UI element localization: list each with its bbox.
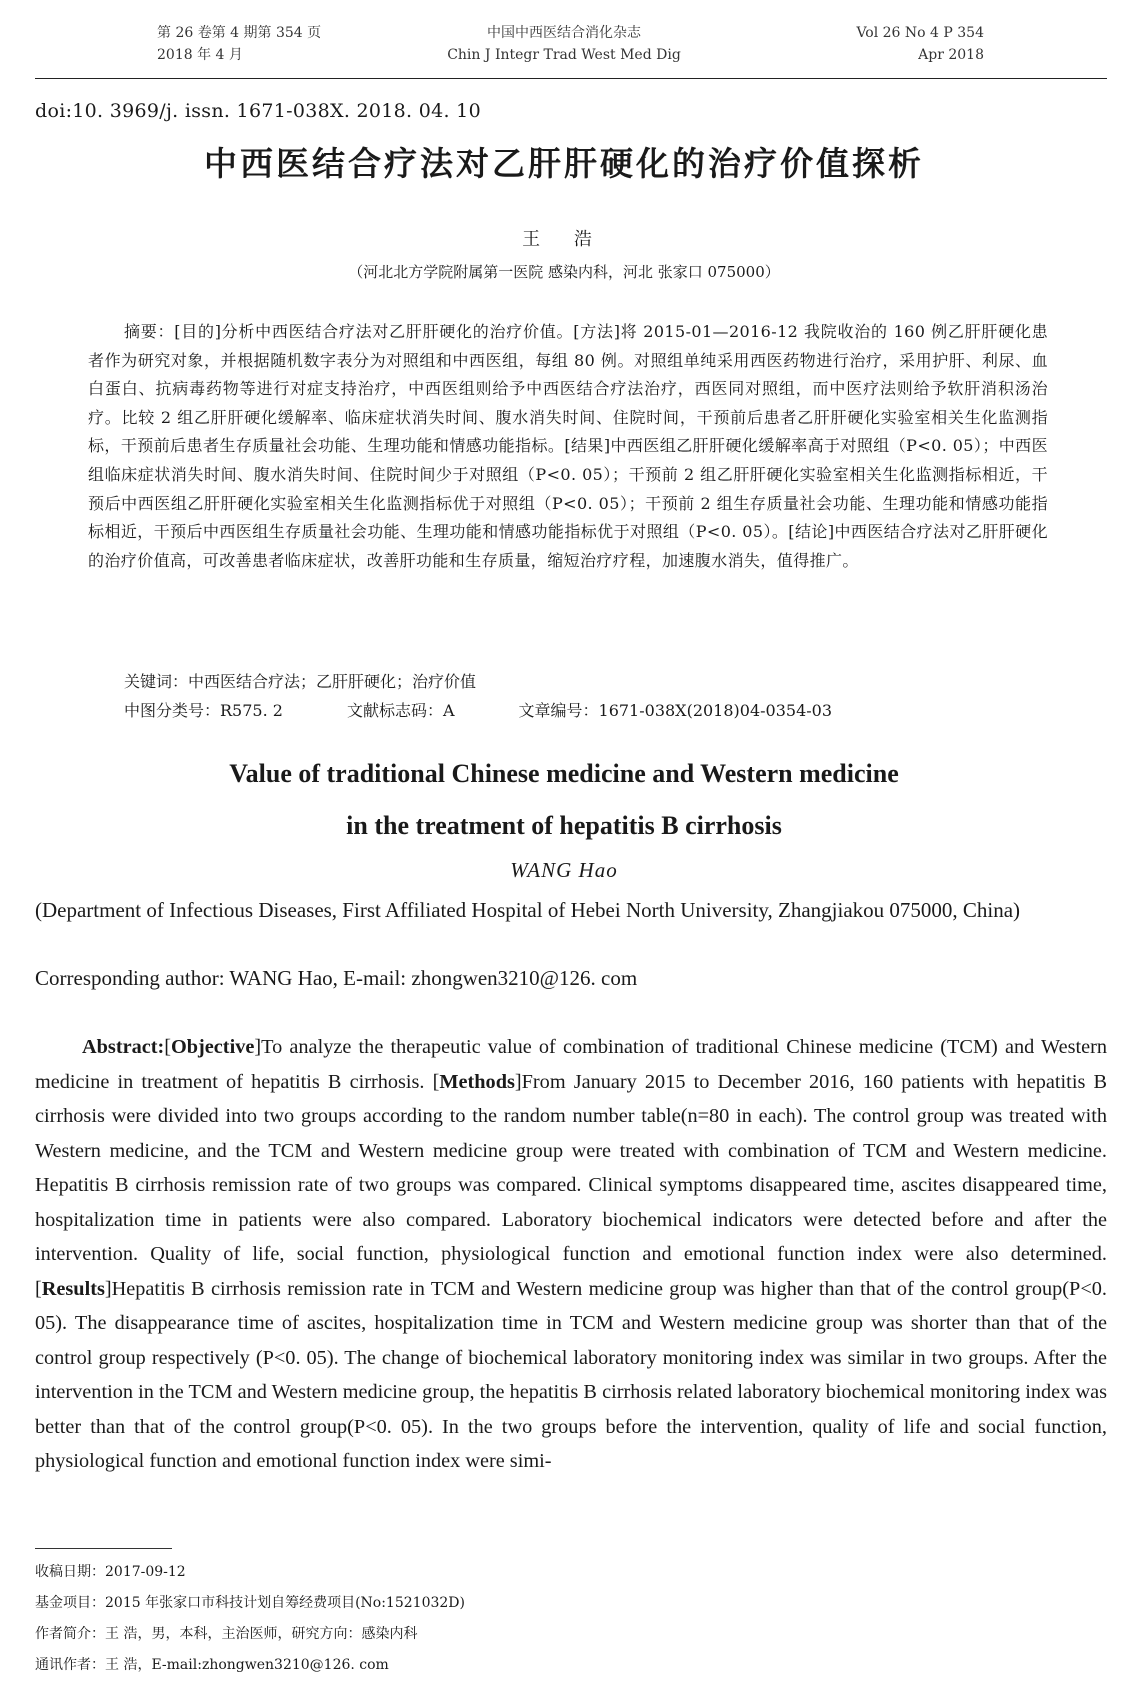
running-header-right [856,22,984,66]
classification-line [124,699,832,723]
affiliation-cn: （河北北方学院附属第一医院 感染内科，河北 张家口 075000） [348,263,780,281]
header-date-en: Apr 2018 [918,47,984,63]
article-title-cn: 中西医结合疗法对乙肝肝硬化的治疗价值探析 [204,144,924,183]
methods-label: Methods [439,1070,515,1093]
results-label: Results [41,1277,105,1300]
abstract-label: Abstract: [82,1036,165,1058]
author-cn: 王 浩 [522,229,606,250]
keywords-cn: 关键词：中西医结合疗法；乙肝肝硬化；治疗价值 [124,672,477,691]
clc-number: 中图分类号：R575. 2 [124,701,283,720]
doi: doi:10. 3969/j. issn. 1671-038X. 2018. 04. 10 [35,100,481,122]
objective-label: Objective [171,1036,255,1058]
article-number: 文章编号：1671-038X(2018)04-0354-03 [518,701,833,720]
footnote-author-bio: 作者简介：王 浩，男，本科，主治医师，研究方向：感染内科 [35,1626,418,1642]
footnote-contact: 通讯作者：王 浩，E-mail:zhongwen3210@126. com [35,1657,389,1673]
footnote-fund: 基金项目：2015 年张家口市科技计划自筹经费项目(No:1521032D) [35,1595,465,1611]
title-en-line-1: Value of traditional Chinese medicine and Western medicine [229,759,899,788]
abstract-en: Abstract:[Objective]To analyze the therapeutic value of combination of traditional Chinese medicine (TCM) and Western medicine in treatment of hepatitis B cirrhosis. [Methods]From January 2015 to December 2016, 160 patients with hepatitis B cirrhosis were divided into two groups according to the random number table(n=80 in each). The control group was treated with Western medicine, and the TCM and Western medicine group were treated with combination of TCM and Western medicine. Hepatitis B cirrhosis remission rate of two groups was compared. Clinical symptoms disappeared time, ascites disappeared time, hospitalization time in patients were also compared. Laboratory biochemical indicators were detected before and after the intervention. Quality of life, social function, physiological function and emotional function index were also determined. [Results]Hepatitis B cirrhosis remission rate in TCM and Western medicine group was higher than that of the control group(P<0. 05). The disappearance time of ascites, hospitalization time in TCM and Western medicine group was shorter than that of the control group respectively (P<0. 05). The change of biochemical laboratory monitoring index was similar in two groups. After the intervention in the TCM and Western medicine group, the hepatitis B cirrhosis related laboratory biochemical monitoring index was better than that of the control group(P<0. 05). In the two groups before the intervention, quality of life and social function, physiological function and emotional function index were simi- [35,1036,1107,1472]
header-date-cn: 2018 年 4 月 [157,47,243,63]
abstract-cn: 摘要：[目的]分析中西医结合疗法对乙肝肝硬化的治疗价值。[方法]将 2015-01—2016-12 我院收治的 160 例乙肝肝硬化患者作为研究对象，并根据随机数字表分为对照组和中西医组，每组 80 例。对照组单纯采用西医药物进行治疗，采用护肝、利尿、血白蛋白、抗病毒药物等进行对症支持治疗，中西医组则给予中西医结合疗法治疗，西医同对照组，而中医疗法则给予软肝消积汤治疗。比较 2 组乙肝肝硬化缓解率、临床症状消失时间、腹水消失时间、住院时间，干预前后患者乙肝肝硬化实验室相关生化监测指标，干预前后患者生存质量社会功能、生理功能和情感功能指标。[结果]中西医组乙肝肝硬化缓解率高于对照组（P<0. 05）；中西医组临床症状消失时间、腹水消失时间、住院时间少于对照组（P<0. 05）；干预前 2 组乙肝肝硬化实验室相关生化监测指标相近，干预后中西医组乙肝肝硬化实验室相关生化监测指标优于对照组（P<0. 05）；干预前 2 组生存质量社会功能、生理功能和情感功能指标相近，干预后中西医组生存质量社会功能、生理功能和情感功能指标优于对照组（P<0. 05）。[结论]中西医结合疗法对乙肝肝硬化的治疗价值高，可改善患者临床症状，改善肝功能和生存质量，缩短治疗疗程，加速腹水消失，值得推广。 [88,322,1048,570]
header-volume-cn: 第 26 卷第 4 期第 354 页 [157,25,322,41]
header-journal-cn: 中国中西医结合消化杂志 [487,25,641,41]
footnote-received: 收稿日期：2017-09-12 [35,1564,186,1580]
objective-text: To analyze the therapeutic value of combination of traditional Chinese medicine (TCM) and Western medicine in treatment of hepatitis B cirrhosis. [35,1036,1107,1093]
header-volume-en: Vol 26 No 4 P 354 [856,25,984,41]
header-journal-en: Chin J Integr Trad West Med Dig [447,47,681,63]
document-code: 文献标志码：A [346,701,455,720]
header-divider [35,78,1107,79]
title-en-line-2: in the treatment of hepatitis B cirrhosis [346,811,782,840]
methods-text: From January 2015 to December 2016, 160 patients with hepatitis B cirrhosis were divided into two groups according to the random number table(n=80 in each). The control group was treated with Western medicine, and the TCM and Western medicine group were treated with combination of TCM and Western medicine. Hepatitis B cirrhosis remission rate of two groups was compared. Clinical symptoms disappeared time, ascites disappeared time, hospitalization time in patients were also compared. Laboratory biochemical indicators were detected before and after the intervention. Quality of life, social function, physiological function and emotional function index were also determined. [35,1070,1107,1265]
affiliation-en: (Department of Infectious Diseases, First Affiliated Hospital of Hebei North University, Zhangjiakou 075000, China) [35,898,1021,922]
article-title-en [0,748,1128,852]
author-en: WANG Hao [510,858,618,882]
results-text: Hepatitis B cirrhosis remission rate in TCM and Western medicine group was higher than that of the control group(P<0. 05). The disappearance time of ascites, hospitalization time in TCM and Western medicine group was shorter than that of the control group respectively (P<0. 05). The change of biochemical laboratory monitoring index was similar in two groups. After the intervention in the TCM and Western medicine group, the hepatitis B cirrhosis related laboratory biochemical monitoring index was better than that of the control group(P<0. 05). In the two groups before the intervention, quality of life and social function, physiological function and emotional function index were simi- [35,1277,1107,1472]
footnote-divider [35,1548,172,1549]
corresponding-author: Corresponding author: WANG Hao, E-mail: zhongwen3210@126. com [35,966,638,990]
